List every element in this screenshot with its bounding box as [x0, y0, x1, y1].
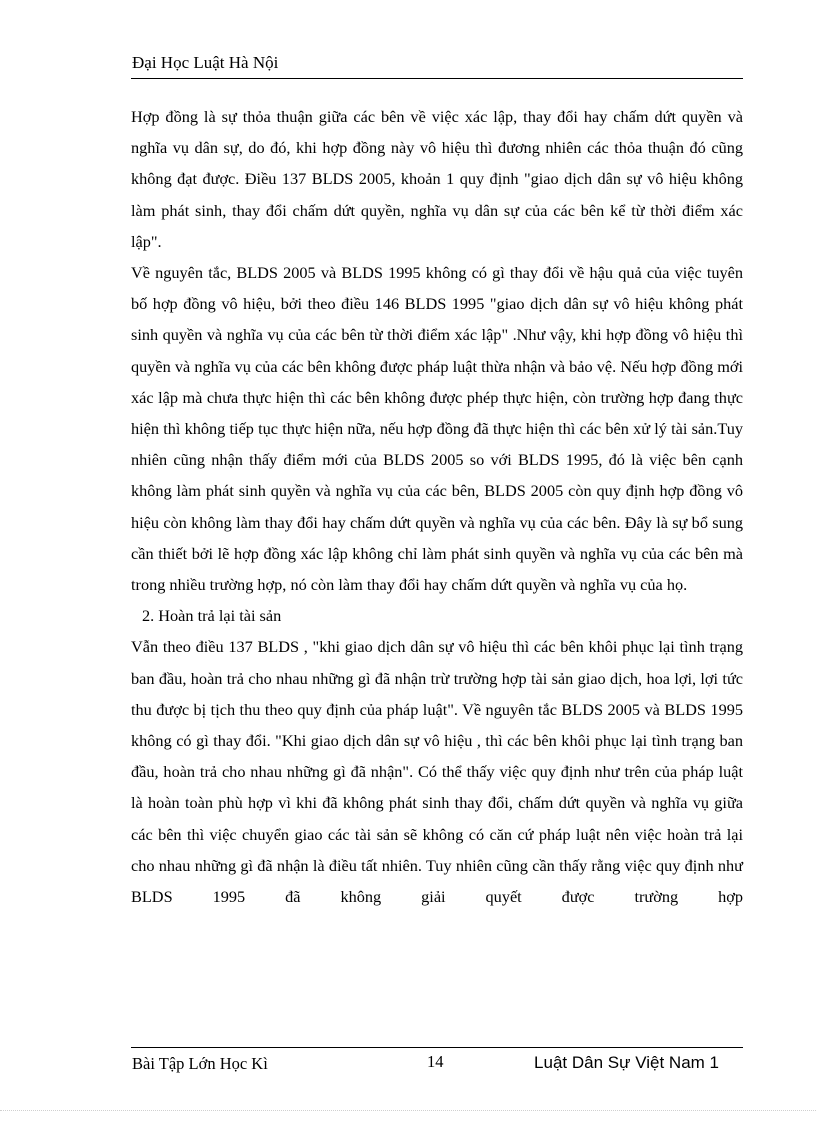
- page-bottom-edge: [0, 1110, 816, 1111]
- page-footer: [131, 1047, 743, 1078]
- paragraph-2: Về nguyên tắc, BLDS 2005 và BLDS 1995 không có gì thay đổi về hậu quả của việc tuyên bố hợp đồng vô hiệu, bởi theo điều 146 BLDS 1995 "giao dịch dân sự vô hiệu không phát sinh quyền và nghĩa vụ của các bên từ thời điểm xác lập" .Như vậy, khi hợp đồng vô hiệu thì quyền và nghĩa vụ của các bên không được pháp luật thừa nhận và bảo vệ. Nếu hợp đồng mới xác lập mà chưa thực hiện thì các bên không được phép thực hiện, còn trường hợp đang thực hiện thì không tiếp tục thực hiện nữa, nếu hợp đồng đã thực hiện thì các bên xử lý tài sản.Tuy nhiên cũng nhận thấy điểm mới của BLDS 2005 so với BLDS 1995, đó là việc bên cạnh không làm phát sinh quyền và nghĩa vụ của các bên, BLDS 2005 còn quy định hợp đồng vô hiệu còn không làm thay đổi hay chấm dứt quyền và nghĩa vụ của các bên. Đây là sự bổ sung cần thiết bởi lẽ hợp đồng xác lập không chỉ làm phát sinh quyền và nghĩa vụ của các bên mà trong nhiều trường hợp, nó còn làm thay đổi hay chấm dứt quyền và nghĩa vụ của họ.: [131, 263, 743, 595]
- header-title: Đại Học Luật Hà Nội: [132, 53, 279, 72]
- paragraph-1: Hợp đồng là sự thỏa thuận giữa các bên về việc xác lập, thay đổi hay chấm dứt quyền và nghĩa vụ dân sự, do đó, khi hợp đồng này vô hiệu thì đương nhiên các thỏa thuận đó cũng không đạt được. Điều 137 BLDS 2005, khoản 1 quy định "giao dịch dân sự vô hiệu không làm phát sinh, thay đổi chấm dứt quyền, nghĩa vụ dân sự của các bên kể từ thời điểm xác lập".: [131, 107, 743, 251]
- page-body: [131, 101, 743, 912]
- section-heading: 2. Hoàn trả lại tài sản: [142, 606, 282, 626]
- page-header: [131, 52, 743, 79]
- footer-left-text: Bài Tập Lớn Học Kì: [132, 1054, 268, 1073]
- paragraph-3: Vẫn theo điều 137 BLDS , "khi giao dịch dân sự vô hiệu thì các bên khôi phục lại tình trạng ban đầu, hoàn trả cho nhau những gì đã nhận trừ trường hợp tài sản giao dịch, hoa lợi, lợi tức thu được bị tịch thu theo quy định của pháp luật". Về nguyên tắc BLDS 2005 và BLDS 1995 không có gì thay đổi. "Khi giao dịch dân sự vô hiệu , thì các bên khôi phục lại tình trạng ban đầu, hoàn trả cho nhau những gì đã nhận". Có thể thấy việc quy định như trên của pháp luật là hoàn toàn phù hợp vì khi đã không phát sinh thay đổi, chấm dứt quyền và nghĩa vụ giữa các bên thì việc chuyển giao các tài sản sẽ không có căn cứ pháp luật nên việc hoàn trả lại cho nhau những gì đã nhận là điều tất nhiên. Tuy nhiên cũng cần thấy rằng việc quy định như BLDS 1995 đã không giải quyết được trường hợp: [131, 637, 743, 907]
- footer-right-text: Luật Dân Sự Việt Nam 1: [534, 1053, 719, 1072]
- page-number: 14: [427, 1052, 444, 1071]
